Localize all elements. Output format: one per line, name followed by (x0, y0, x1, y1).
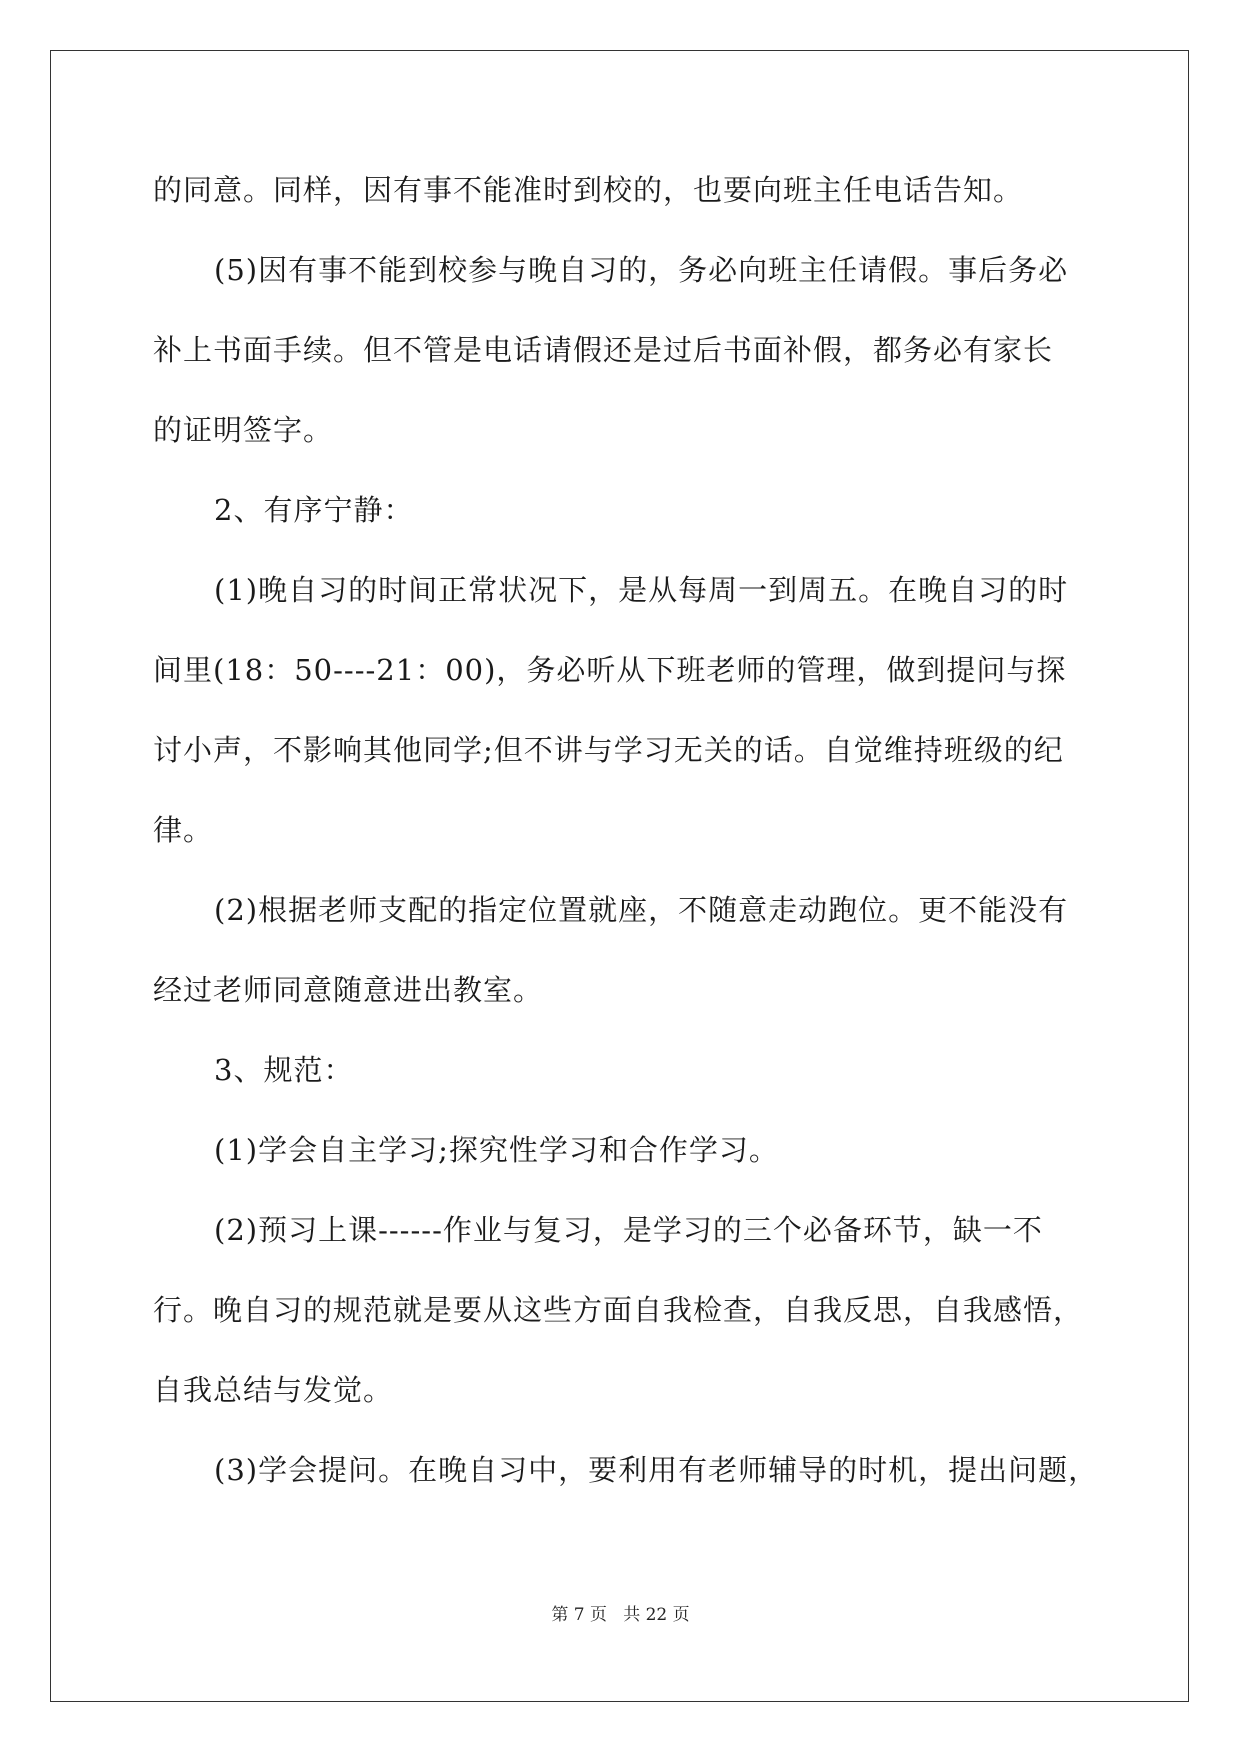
section-heading: 2、有序宁静： (214, 493, 414, 527)
text-line: (5)因有事不能到校参与晚自习的，务必向班主任请假。事后务必 (214, 253, 1069, 287)
text-line: (2)根据老师支配的指定位置就座，不随意走动跑位。更不能没有 (214, 893, 1069, 927)
text-line: 讨小声，不影响其他同学;但不讲与学习无关的话。自觉维持班级的纪 (153, 733, 1064, 767)
text-line: (1)学会自主学习;探究性学习和合作学习。 (214, 1133, 779, 1167)
text-line: (2)预习上课------作业与复习，是学习的三个必备环节，缺一不 (214, 1213, 1043, 1247)
section-heading: 3、规范： (214, 1053, 354, 1087)
page-total: 共 22 页 (623, 1605, 690, 1625)
text-line: 间里(18：50----21：00)，务必听从下班老师的管理，做到提问与探 (153, 653, 1067, 687)
text-line: 律。 (153, 813, 214, 847)
text-line: 补上书面手续。但不管是电话请假还是过后书面补假，都务必有家长 (153, 333, 1054, 367)
text-line: (3)学会提问。在晚自习中，要利用有老师辅导的时机，提出问题， (214, 1453, 1099, 1487)
page-number: 第 7 页 (551, 1605, 607, 1625)
page-footer (0, 1603, 1241, 1627)
text-line: 的同意。同样，因有事不能准时到校的，也要向班主任电话告知。 (153, 173, 1024, 207)
text-line: 行。晚自习的规范就是要从这些方面自我检查，自我反思，自我感悟， (153, 1293, 1084, 1327)
text-line: 自我总结与发觉。 (153, 1373, 394, 1407)
text-line: 经过老师同意随意进出教室。 (153, 973, 544, 1007)
text-line: 的证明签字。 (153, 413, 334, 447)
text-line: (1)晚自习的时间正常状况下，是从每周一到周五。在晚自习的时 (214, 573, 1069, 607)
